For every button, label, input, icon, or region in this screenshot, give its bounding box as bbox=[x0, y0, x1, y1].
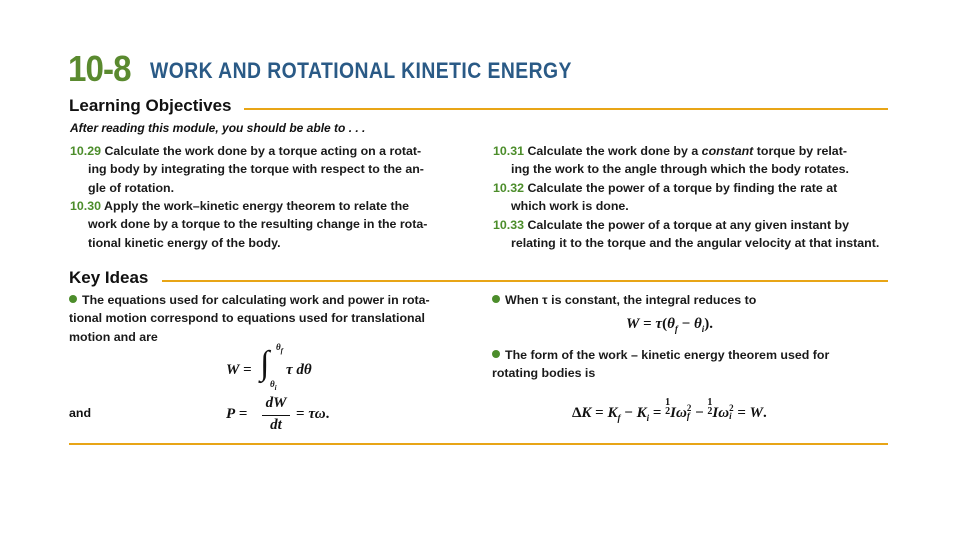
key-idea-line: The form of the work – kinetic energy theorem used for bbox=[505, 348, 830, 362]
module-title: WORK AND ROTATIONAL KINETIC ENERGY bbox=[150, 58, 572, 83]
objective-line: ing body by integrating the torque with respect to the an- bbox=[88, 162, 424, 177]
objective-number: 10.30 bbox=[70, 199, 102, 213]
key-idea-line: tional motion correspond to equations used for translational bbox=[69, 311, 425, 326]
key-idea-1 bbox=[69, 291, 469, 346]
objective-line: Apply the work–kinetic energy theorem to relate the bbox=[104, 199, 410, 213]
key-idea-line: rotating bodies is bbox=[492, 366, 596, 381]
key-idea-3 bbox=[492, 346, 892, 383]
objective-10-29 bbox=[70, 142, 470, 197]
objective-10-33 bbox=[493, 216, 903, 253]
equation-power: P = dW dt = τω. bbox=[226, 395, 330, 433]
key-ideas-heading: Key Ideas bbox=[69, 268, 149, 287]
equation-work-integral: W = ∫ $\theta_f$ $\theta_i$ τ dθ bbox=[226, 342, 312, 392]
objective-line: ing the work to the angle through which the body rotates. bbox=[511, 162, 849, 177]
equation-work-constant: $W = \tau(\theta_f - \theta_i)$. bbox=[626, 316, 713, 334]
objective-10-32 bbox=[493, 179, 893, 216]
key-idea-line: motion and are bbox=[69, 329, 158, 344]
learning-objectives-rule bbox=[244, 108, 888, 110]
and-label: and bbox=[69, 406, 92, 420]
objective-number: 10.31 bbox=[493, 144, 525, 158]
objective-number: 10.32 bbox=[493, 181, 525, 195]
objective-line: gle of rotation. bbox=[88, 180, 175, 195]
objective-number: 10.29 bbox=[70, 144, 102, 158]
objective-line: Calculate the work done by a torque acting on a rotat- bbox=[104, 144, 422, 158]
key-idea-line: The equations used for calculating work and power in rota- bbox=[82, 293, 430, 307]
learning-objectives-intro: After reading this module, you should be able to . . . bbox=[70, 121, 366, 135]
bullet-icon bbox=[492, 295, 500, 303]
objective-line: relating it to the torque and the angular velocity at that instant. bbox=[511, 236, 880, 251]
objective-emphasis: constant bbox=[701, 144, 754, 158]
key-idea-2 bbox=[492, 291, 892, 309]
objective-line: work done by a torque to the resulting change in the rota- bbox=[88, 217, 428, 232]
objective-number: 10.33 bbox=[493, 218, 525, 232]
objective-line: torque by relat- bbox=[753, 144, 847, 158]
module-number: 10-8 bbox=[68, 48, 131, 89]
objective-10-31 bbox=[493, 142, 893, 179]
equation-ke-theorem: $\Delta K = K_f - K_i = 1$ 2Iω2 f − 1 2Iω2 i = W. bbox=[572, 397, 767, 423]
objective-line: which work is done. bbox=[511, 199, 629, 214]
bullet-icon bbox=[69, 295, 77, 303]
bullet-icon bbox=[492, 350, 500, 358]
objective-line: tional kinetic energy of the body. bbox=[88, 235, 281, 250]
key-ideas-rule bbox=[162, 280, 888, 282]
objective-line: Calculate the work done by a bbox=[527, 144, 702, 158]
objective-line: Calculate the power of a torque at any given instant by bbox=[527, 218, 849, 232]
bottom-rule bbox=[69, 443, 888, 445]
objective-line: Calculate the power of a torque by finding the rate at bbox=[527, 181, 838, 195]
objective-10-30 bbox=[70, 197, 470, 252]
key-idea-line: When τ is constant, the integral reduces to bbox=[505, 293, 757, 307]
learning-objectives-heading: Learning Objectives bbox=[69, 96, 232, 115]
